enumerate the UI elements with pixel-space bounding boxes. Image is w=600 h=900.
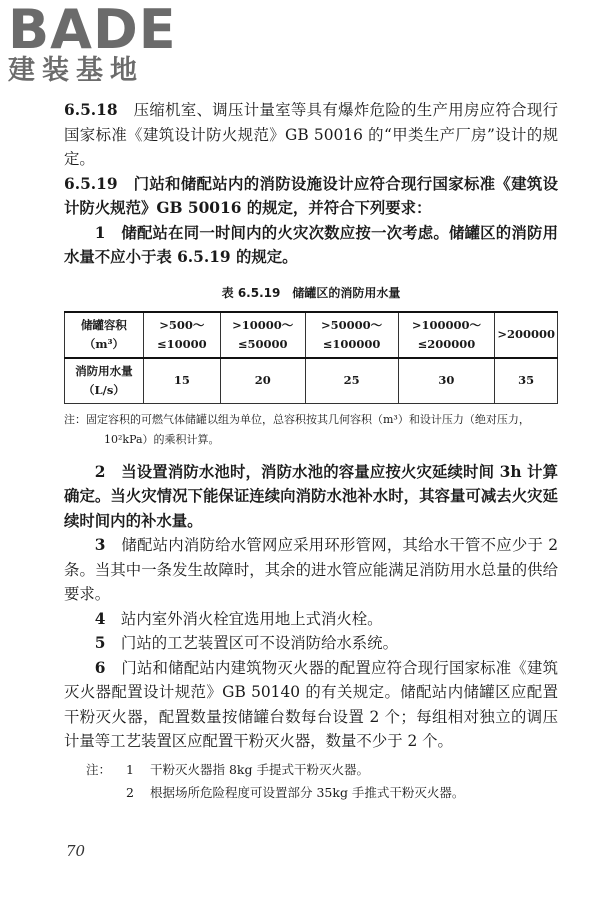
- logo-wordmark: BADE: [8, 0, 177, 61]
- item-text: 门站的工艺装置区可不设消防给水系统。: [120, 634, 398, 652]
- note-2: [86, 781, 558, 804]
- table-cell: 30: [398, 358, 495, 404]
- clause-number: 6.5.18: [64, 101, 118, 119]
- notes-block: [64, 758, 558, 804]
- item-number: 3: [94, 536, 106, 554]
- brand-logo: [8, 2, 178, 86]
- note-1: [86, 758, 558, 781]
- item-text: 门站和储配站内建筑物灭火器的配置应符合现行国家标准《建筑灭火器配置设计规范》GB 50140 的有关规定。储配站内储罐区应配置干粉灭火器，配置数量按储罐台数每台设置 2 个；每组相对独立的调压计量等工艺装置区应配置干粉灭火器，数量不少于 2 个。: [64, 658, 558, 750]
- row-header-flow: 消防用水量（L/s）: [65, 358, 144, 404]
- note-text: 干粉灭火器指 8kg 手提式干粉灭火器。: [150, 761, 369, 777]
- table-cell: 25: [305, 358, 398, 404]
- item-text: 储配站在同一时间内的火灾次数应按一次考虑。储罐区的消防用水量不应小于表 6.5.19 的规定。: [64, 223, 558, 266]
- table-cell: 15: [143, 358, 220, 404]
- table-cell: >200000: [495, 312, 558, 358]
- row-header-volume: 储罐容积（m³）: [65, 312, 144, 358]
- item-number: 4: [94, 609, 106, 628]
- item-3: [64, 533, 558, 607]
- item-1: [64, 221, 558, 270]
- table-cell: >100000～≤200000: [398, 312, 495, 358]
- note-text: 根据场所危险程度可设置部分 35kg 手推式干粉灭火器。: [150, 784, 465, 800]
- item-5: [64, 631, 558, 656]
- table-note: 注：固定容积的可燃气体储罐以组为单位，总容积按其几何容积（m³）和设计压力（绝对压力，10²kPa）的乘积计算。: [64, 412, 530, 446]
- page-number: 70: [66, 842, 86, 860]
- table-caption: 表 6.5.19 储罐区的消防用水量: [221, 285, 401, 300]
- item-text: 当设置消防水池时，消防水池的容量应按火灾延续时间 3h 计算确定。当火灾情况下能保证连续向消防水池补水时，其容量可减去火灾延续时间内的补水量。: [64, 462, 558, 530]
- item-4: [64, 607, 558, 632]
- note-label: 注：: [86, 761, 112, 777]
- table-row: [65, 312, 558, 358]
- table-cell: >500～≤10000: [143, 312, 220, 358]
- page-content: [64, 98, 558, 804]
- clause-text: 门站和储配站内的消防设施设计应符合现行国家标准《建筑设计防火规范》GB 50016 的规定，并符合下列要求：: [64, 174, 558, 217]
- table-row: [65, 358, 558, 404]
- item-6: [64, 656, 558, 754]
- logo-subtitle: 建装基地: [8, 55, 144, 86]
- clause-6-5-18: [64, 98, 558, 172]
- table-cell: >50000～≤100000: [305, 312, 398, 358]
- item-2: [64, 460, 558, 534]
- clause-number: 6.5.19: [64, 174, 118, 193]
- water-volume-table: [64, 311, 558, 404]
- item-number: 2: [94, 462, 106, 481]
- table-cell: >10000～≤50000: [220, 312, 305, 358]
- clause-text: 压缩机室、调压计量室等具有爆炸危险的生产用房应符合现行国家标准《建筑设计防火规范》GB 50016 的“甲类生产厂房”设计的规定。: [64, 101, 558, 168]
- item-text: 储配站内消防给水管网应采用环形管网，其给水干管不应少于 2 条。当其中一条发生故障时，其余的进水管应能满足消防用水总量的供给要求。: [64, 536, 558, 603]
- item-number: 6: [94, 658, 106, 677]
- clause-6-5-19: [64, 172, 558, 221]
- table-cell: 20: [220, 358, 305, 404]
- note-number: 1: [126, 761, 134, 777]
- item-text: 站内室外消火栓宜选用地上式消火栓。: [120, 609, 383, 628]
- item-number: 5: [94, 634, 106, 652]
- table-cell: 35: [495, 358, 558, 404]
- note-number: 2: [126, 784, 134, 800]
- item-number: 1: [94, 223, 106, 242]
